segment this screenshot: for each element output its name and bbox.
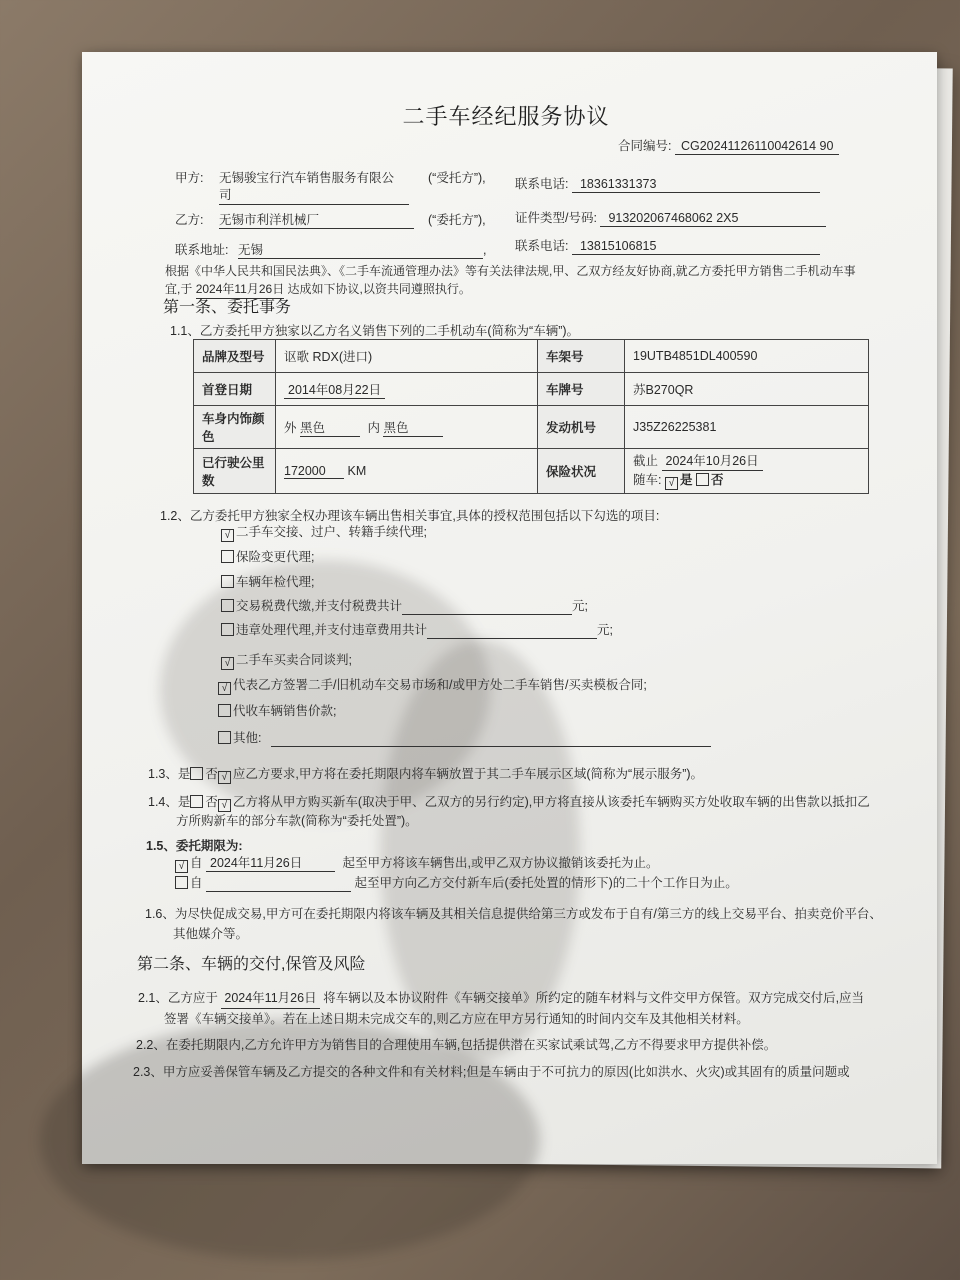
clause-2-2: 2.2、在委托期限内,乙方允许甲方为销售目的合理使用车辆,包括提供潜在买家试乘试驾,乙方不得要求甲方提供补偿。 [136,1038,777,1052]
option-negotiation: √ 二手车买卖合同谈判; [221,652,352,670]
reg-date-cell [276,373,538,406]
checkbox-checked-icon[interactable]: √ [175,860,188,873]
checkbox-empty-icon[interactable] [175,876,188,889]
party-b-role: (“委托方”), [428,213,486,227]
plate-value: 苏B270QR [625,373,869,406]
checkbox-checked-icon[interactable]: √ [665,477,678,490]
clause-1-6: 1.6、为尽快促成交易,甲方可在委托期限内将该车辆及其相关信息提供给第三方或发布于自有/第三方的线上交易平台、拍卖竞价平台、 其他媒介等。 [145,907,882,941]
vehicle-info-table [193,339,869,494]
checkbox-empty-icon[interactable] [696,473,709,486]
table-row [194,373,869,406]
checkbox-empty-icon[interactable] [218,731,231,744]
insurance-until: 2024年10月26日 [662,452,763,471]
interior-color: 黑色 [383,418,443,437]
checkbox-empty-icon[interactable] [221,623,234,636]
option-other: 其他: [218,730,711,747]
section-1-title: 第一条、委托事务 [163,299,292,316]
option-violation: 违章处理代理,并支付违章费用共计 元; [221,622,613,639]
table-row [194,449,869,494]
insurance-cell: 截止 2024年10月26日 随车: √ 是 否 [625,449,869,494]
party-b-id: 证件类型/号码: 913202067468062 2X5 [515,210,826,227]
vin-value: 19UTB4851DL400590 [625,340,869,373]
plate-label: 车牌号 [538,373,625,406]
party-b: 乙方: 无锡市利洋机械厂 [175,212,414,229]
option-insurance: 保险变更代理; [221,549,314,565]
section-2-title: 第二条、车辆的交付,保管及风险 [137,956,366,973]
checkbox-checked-icon[interactable]: √ [218,771,231,784]
checkbox-empty-icon[interactable] [190,795,203,808]
checkbox-empty-icon[interactable] [221,599,234,612]
term-option-2: 自 起至甲方向乙方交付新车后(委托处置的情形下)的二十个工作日为止。 [175,875,738,892]
party-a: 甲方: 无锡骏宝行汽车销售服务有限公 司 [175,170,409,205]
clause-2-3: 2.3、甲方应妥善保管车辆及乙方提交的各种文件和有关材料;但是车辆由于不可抗力的原因(比如洪水、火灾)或其固有的质量问题或 [133,1065,850,1079]
violation-amount-blank [427,622,597,639]
party-b-address: 联系地址: 无锡 , [175,243,487,257]
mileage-value: 172000 [284,464,344,479]
clause-1-5: 1.5、委托期限为: [146,839,243,853]
clause-1-4: 1.4、是 否 √ 乙方将从甲方购买新车(取决于甲、乙双方的另行约定),甲方将直接从该委托车辆购买方处收取车辆的出售款以抵扣乙 方所购新车的部分车款(简称为“委托处置”)。 [148,795,870,828]
contract-number: 合同编号: CG20241126110042614 90 [618,138,839,155]
clause-1-3: 1.3、是 否 √ 应乙方要求,甲方将在委托期限内将车辆放置于其二手车展示区域(简称为“展示服务”)。 [148,767,704,783]
brand-value: 讴歌 RDX(进口) [276,340,538,373]
other-blank [271,730,711,747]
checkbox-empty-icon[interactable] [218,704,231,717]
option-inspection: 车辆年检代理; [221,574,314,590]
clause-1-2: 1.2、乙方委托甲方独家全权办理该车辆出售相关事宜,具体的授权范围包括以下勾选的项目: [160,509,660,523]
mileage-cell: 172000 KM [276,449,538,494]
document-title: 二手车经纪服务协议 [402,104,610,129]
engine-value: J35Z26225381 [625,406,869,449]
color-cell: 外 黑色 内 黑色 [276,406,538,449]
checkbox-empty-icon[interactable] [190,767,203,780]
clause-1-1: 1.1、乙方委托甲方独家以乙方名义销售下列的二手机动车(简称为“车辆”)。 [170,324,580,338]
checkbox-checked-icon[interactable]: √ [218,799,231,812]
party-a-role: (“受托方”), [428,171,486,185]
reg-date-label: 首登日期 [194,373,276,406]
hand-shadow [40,1020,540,1260]
checkbox-checked-icon[interactable]: √ [218,682,231,695]
brand-label: 品牌及型号 [194,340,276,373]
reg-date-value: 2014年08月22日 [284,380,385,399]
checkbox-checked-icon[interactable]: √ [221,529,234,542]
table-row [194,340,869,373]
insurance-label: 保险状况 [538,449,625,494]
option-sign-contract: √ 代表乙方签署二手/旧机动车交易市场和/或甲方处二手车销售/买卖模板合同; [218,677,647,695]
party-a-phone: 联系电话: 18361331373 [515,176,820,193]
vin-label: 车架号 [538,340,625,373]
tax-amount-blank [402,598,572,615]
term-option-1: √ 自 2024年11月26日 起至甲方将该车辆售出,或甲乙双方协议撤销该委托为止。 [175,855,658,873]
preamble: 根据《中华人民共和国民法典》、《二手车流通管理办法》等有关法律法规,甲、乙双方经友好协商,就乙方委托甲方销售二手机动车事 宜,于 2024年11月26日 达成如下协议,以资共同遵照执行。 [165,262,856,299]
table-row [194,406,869,449]
option-tax: 交易税费代缴,并支付税费共计 元; [221,598,588,615]
color-label: 车身内饰颜色 [194,406,276,449]
term-date-blank [206,875,351,892]
party-b-phone: 联系电话: 13815106815 [515,238,820,255]
option-collect-payment: 代收车辆销售价款; [218,703,336,719]
checkbox-checked-icon[interactable]: √ [221,657,234,670]
checkbox-empty-icon[interactable] [221,575,234,588]
mileage-label: 已行驶公里数 [194,449,276,494]
exterior-color: 黑色 [300,418,360,437]
checkbox-empty-icon[interactable] [221,550,234,563]
option-transfer: √ 二手车交接、过户、转籍手续代理; [221,524,427,542]
engine-label: 发动机号 [538,406,625,449]
clause-2-1: 2.1、乙方应于 2024年11月26日 将车辆以及本协议附件《车辆交接单》所约定的随车材料与文件交甲方保管。双方完成交付后,应当 签署《车辆交接单》。若在上述日期未完成交车的,则乙方应在甲方另行通知的时间内交车及其他相关材料。 [138,988,864,1029]
